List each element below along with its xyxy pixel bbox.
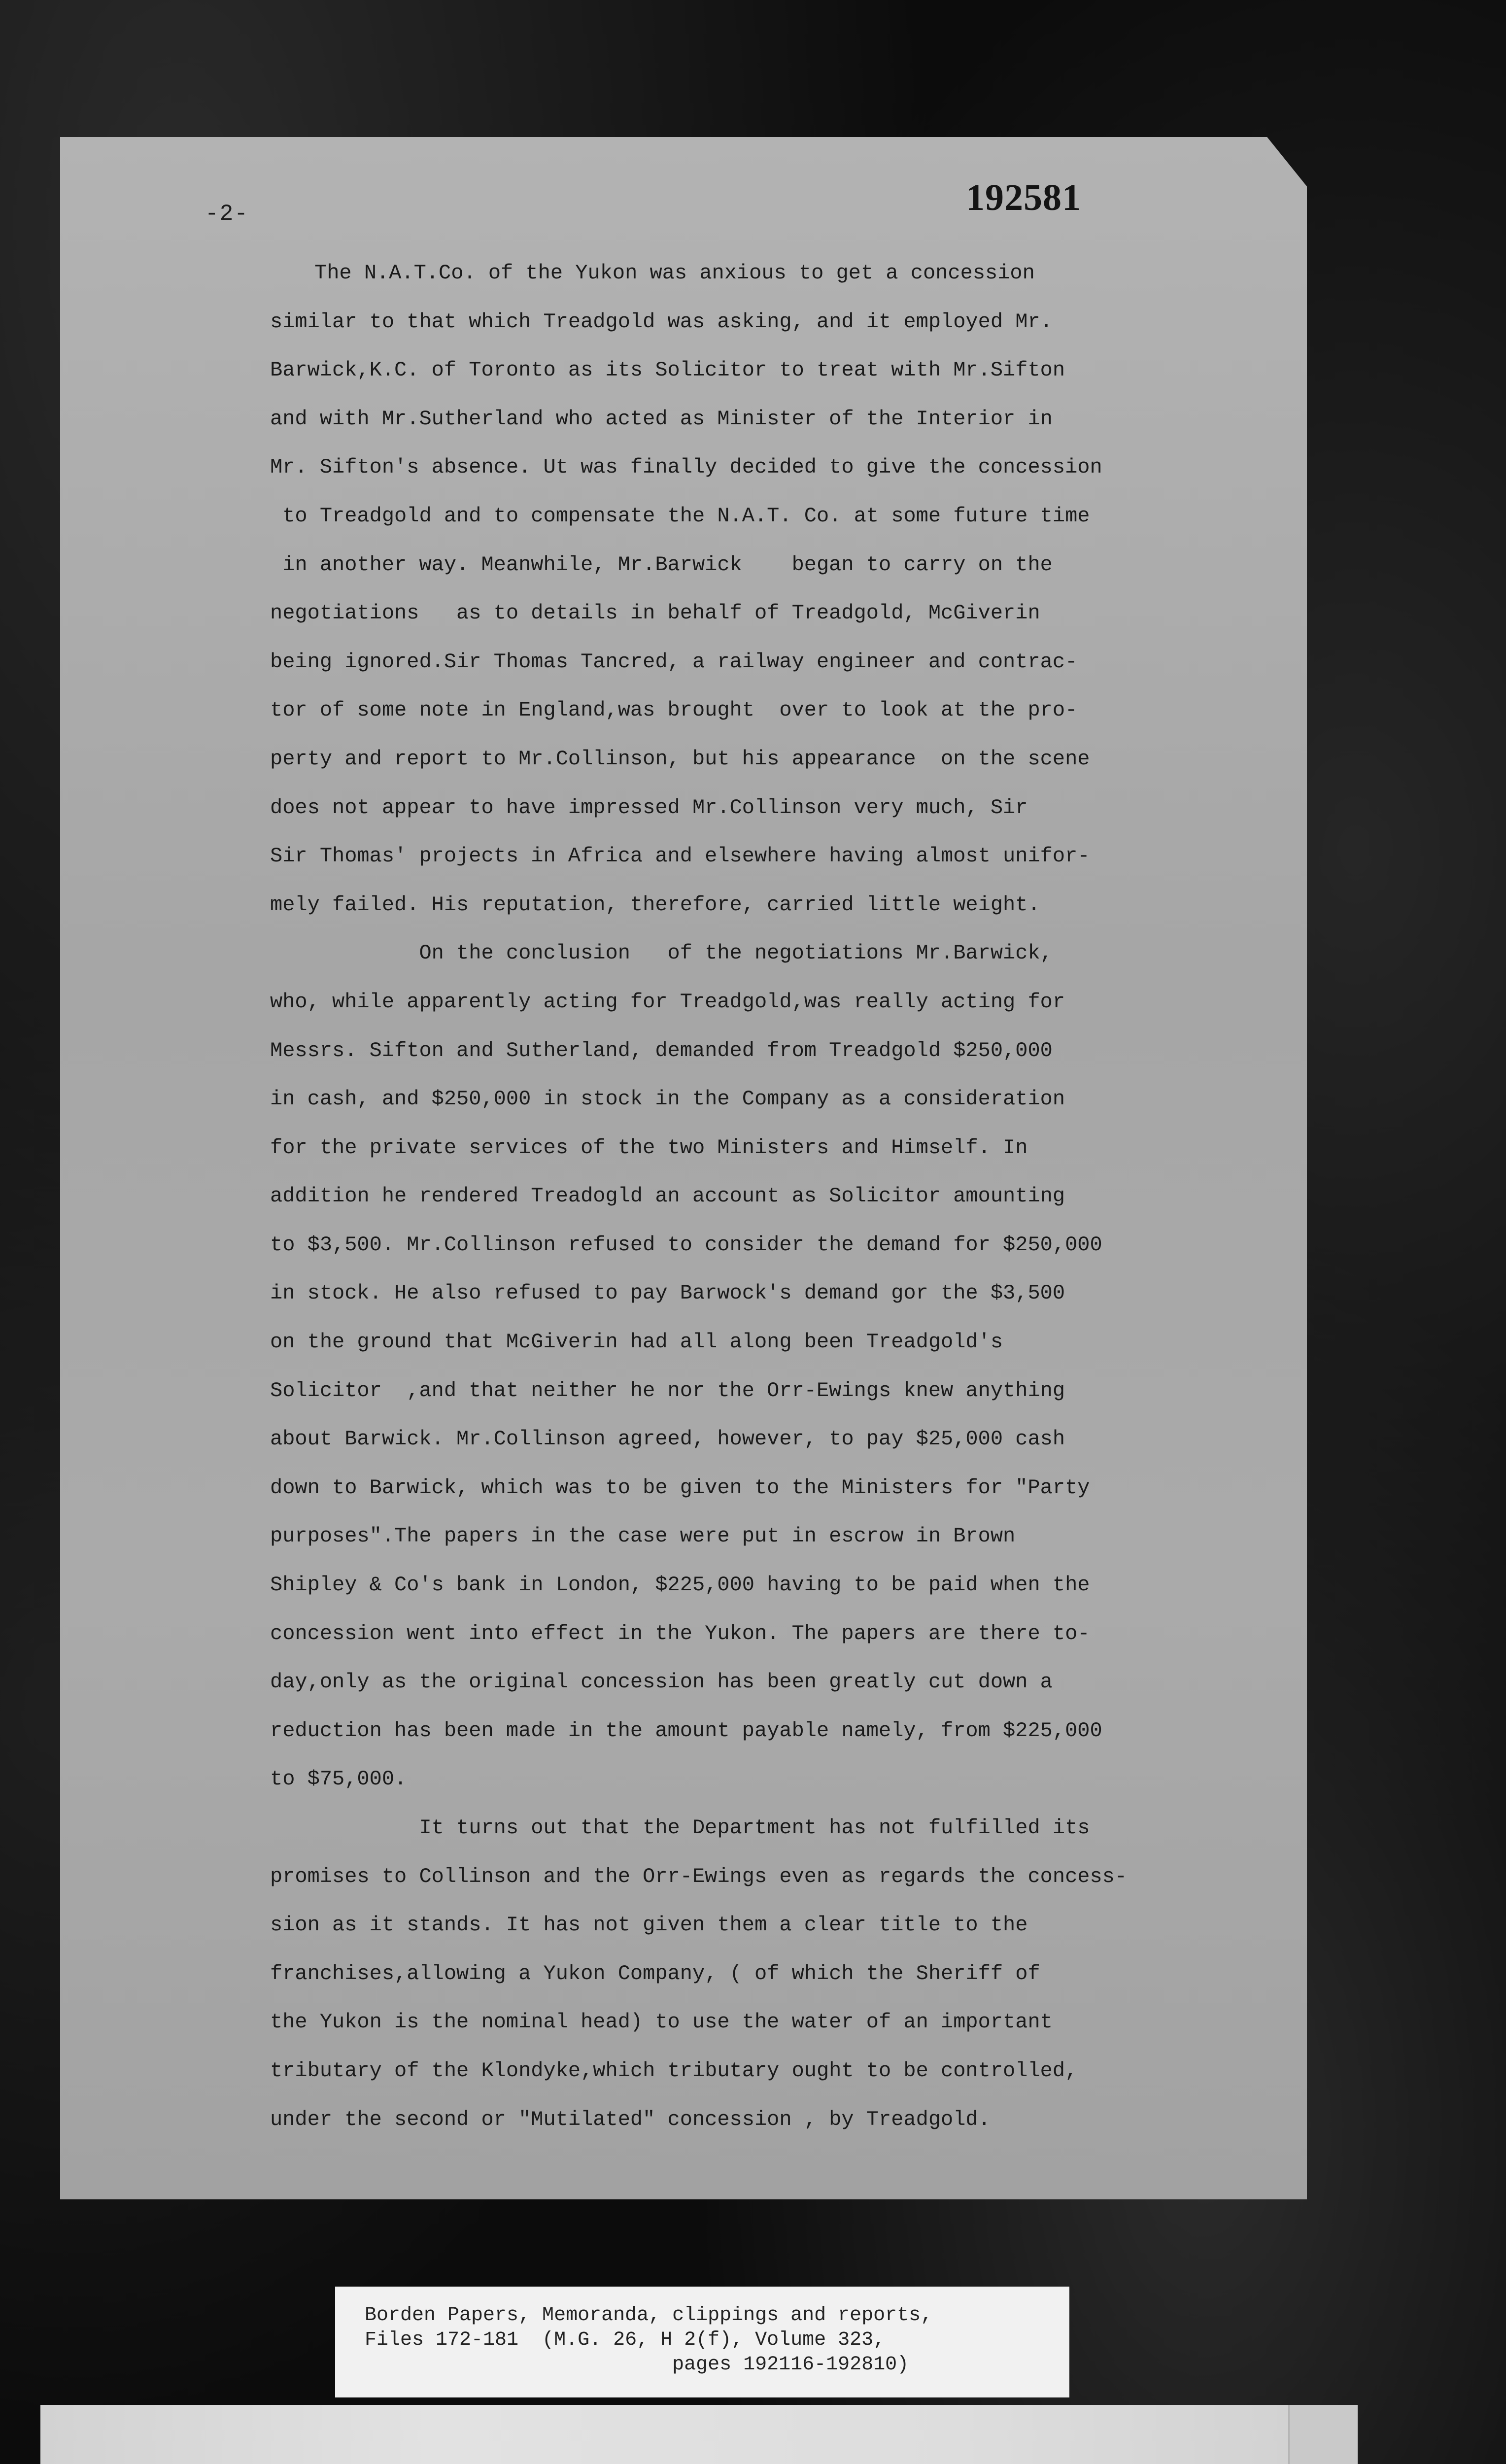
letter-line: franchises,allowing a Yukon Company, ( of which the Sheriff of (270, 1961, 1040, 1985)
citation-line: Files 172-181 (M.G. 26, H 2(f), Volume 323, (365, 2329, 886, 2351)
letter-line: tor of some note in England,was brought over to look at the pro- (270, 698, 1078, 722)
letter-line: who, while apparently acting for Treadgold,was really acting for (270, 990, 1065, 1014)
letter-line: does not appear to have impressed Mr.Collinson very much, Sir (270, 795, 1028, 820)
archives-stamp-card (40, 2405, 1356, 2464)
letter-line: Solicitor ,and that neither he nor the Orr-Ewings knew anything (270, 1378, 1065, 1403)
letter-line: Sir Thomas' projects in Africa and elsewhere having almost unifor- (270, 844, 1090, 868)
letter-line: to $75,000. (270, 1767, 407, 1791)
letter-line: for the private services of the two Ministers and Himself. In (270, 1135, 1028, 1160)
letter-line: addition he rendered Treadogld an account as Solicitor amounting (270, 1184, 1065, 1208)
letter-line: to $3,500. Mr.Collinson refused to consider the demand for $250,000 (270, 1232, 1102, 1257)
citation-label (335, 2287, 1069, 2397)
letter-line: down to Barwick, which was to be given to the Ministers for "Party (270, 1475, 1090, 1500)
document-number: 192581 (966, 177, 1081, 218)
citation-line: Borden Papers, Memoranda, clippings and reports, (365, 2304, 933, 2327)
letter-line: in another way. Meanwhile, Mr.Barwick began to carry on the (270, 552, 1053, 577)
letter-line: Mr. Sifton's absence. Ut was finally decided to give the concession (270, 455, 1102, 479)
letter-line: in cash, and $250,000 in stock in the Company as a consideration (270, 1087, 1065, 1111)
letter-line: similar to that which Treadgold was asking, and it employed Mr. (270, 309, 1053, 334)
letter-line: the Yukon is the nominal head) to use the water of an important (270, 2010, 1053, 2034)
letter-line: purposes".The papers in the case were put in escrow in Brown (270, 1524, 1016, 1548)
letter-line: being ignored.Sir Thomas Tancred, a railway engineer and contrac- (270, 650, 1078, 674)
letter-line: Barwick,K.C. of Toronto as its Solicitor to treat with Mr.Sifton (270, 358, 1065, 382)
letter-body (270, 249, 1305, 2144)
letter-line: on the ground that McGiverin had all along been Treadgold's (270, 1330, 1003, 1354)
letter-line: negotiations as to details in behalf of Treadgold, McGiverin (270, 601, 1040, 625)
letter-line: On the conclusion of the negotiations Mr.Barwick, (270, 941, 1053, 965)
letter-line: day,only as the original concession has been greatly cut down a (270, 1670, 1053, 1694)
letter-line: about Barwick. Mr.Collinson agreed, however, to pay $25,000 cash (270, 1427, 1065, 1451)
letter-line: reduction has been made in the amount payable namely, from $225,000 (270, 1718, 1102, 1743)
letter-line: and with Mr.Sutherland who acted as Minister of the Interior in (270, 407, 1053, 431)
letter-line: tributary of the Klondyke,which tributary ought to be controlled, (270, 2058, 1078, 2083)
letter-line: The N.A.T.Co. of the Yukon was anxious to get a concession (314, 261, 1035, 285)
letter-line: It turns out that the Department has not fulfilled its (270, 1816, 1090, 1840)
letter-line: Messrs. Sifton and Sutherland, demanded from Treadgold $250,000 (270, 1038, 1053, 1062)
letter-line: to Treadgold and to compensate the N.A.T. Co. at some future time (270, 504, 1090, 528)
letter-line: perty and report to Mr.Collinson, but his appearance on the scene (270, 747, 1090, 771)
letter-line: in stock. He also refused to pay Barwock's demand gor the $3,500 (270, 1281, 1065, 1305)
letter-line: sion as it stands. It has not given them a clear title to the (270, 1913, 1028, 1937)
letter-line: Shipley & Co's bank in London, $225,000 having to be paid when the (270, 1573, 1090, 1597)
letter-line: concession went into effect in the Yukon. The papers are there to- (270, 1621, 1090, 1645)
letter-line: promises to Collinson and the Orr-Ewings even as regards the concess- (270, 1864, 1128, 1888)
page-number: -2- (205, 201, 249, 227)
card-side-strip (1288, 2405, 1358, 2464)
letter-line: under the second or "Mutilated" concession , by Treadgold. (270, 2107, 991, 2131)
citation-line: pages 192116-192810) (365, 2354, 909, 2376)
letter-line: mely failed. His reputation, therefore, carried little weight. (270, 892, 1040, 917)
